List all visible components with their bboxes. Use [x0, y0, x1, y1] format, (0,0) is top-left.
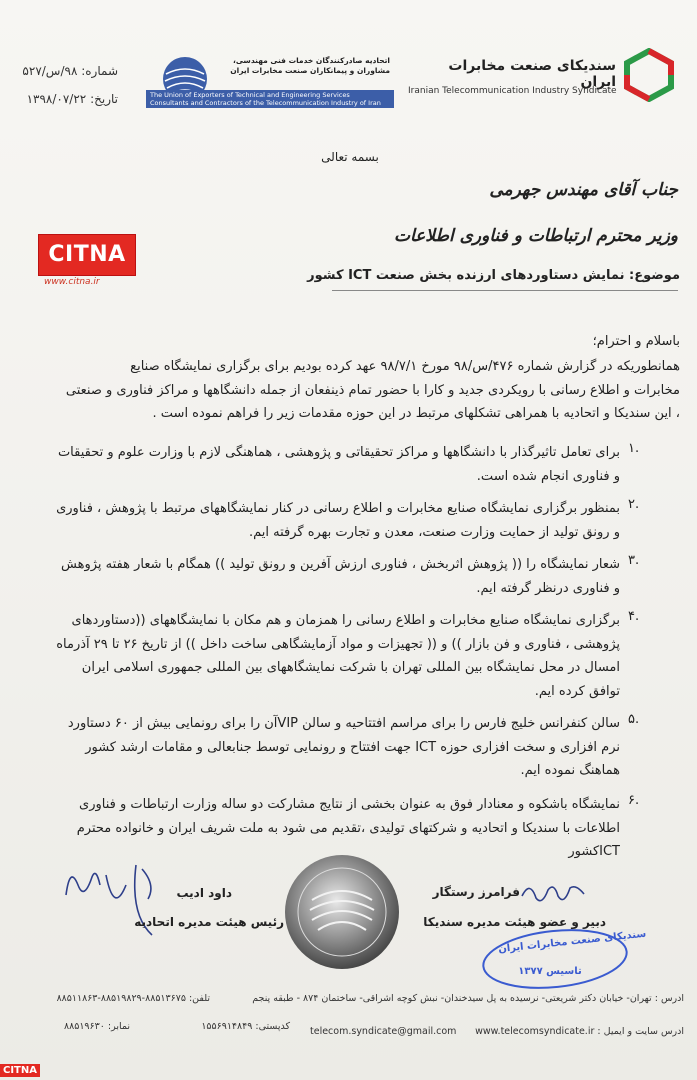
union-name-en	[146, 90, 394, 108]
footer-fax	[40, 1021, 130, 1032]
item-number: ۵.	[628, 712, 640, 727]
stamp-year: تاسیس ۱۳۷۷	[518, 966, 582, 977]
intro-line: همانطوریکه در گزارش شماره ۴۷۶/س/۹۸ مورخ ۹۸/۷/۱ عهد کرده بودیم برای برگزاری نمایشگاه صنایع	[130, 359, 680, 374]
citna-logo	[38, 234, 136, 276]
footer-postcode	[160, 1021, 290, 1032]
recipient-name: جناب آقای مهندس جهرمی	[489, 180, 678, 200]
item-number: ۳.	[628, 553, 640, 568]
list-item	[28, 712, 620, 783]
citna-url: www.citna.ir	[44, 277, 100, 287]
syndicate-logo	[408, 48, 678, 104]
ref-date-value: ۱۳۹۸/۰۷/۲۲	[26, 92, 87, 106]
union-band	[146, 90, 394, 108]
ref-date	[6, 92, 118, 106]
list-item-line: هماهنگ نموده ایم.	[520, 763, 620, 778]
item-number: ۲.	[628, 497, 640, 512]
footer-phone	[30, 993, 210, 1004]
footer-phone-value: ۸۸۵۱۳۶۷۵-۸۸۵۱۹۸۲۹-۸۸۵۱۱۸۶۳	[56, 993, 186, 1004]
item-number: ۱.	[628, 441, 640, 456]
right-signer-name: فرامرز رستگار	[432, 885, 520, 899]
list-item-line: پژوهشی ، فناوری و فن بازار )) و (( تجهیزات و مواد آزمایشگاهی ساخت داخل )) از تاریخ ۲۶ تا ۲۹ آذرماه	[56, 636, 620, 652]
list-item-line: نمایشگاه باشکوه و معنادار فوق به عنوان بخشی از نتایج مشارکت دو ساله وزارت ارتباطات و فناوری	[79, 797, 620, 812]
footer-postcode-label: کدپستی:	[255, 1021, 290, 1032]
union-name-en-line2: Consultants and Contractors of the Telecommunication Industry of Iran	[150, 99, 381, 107]
footer-address: ادرس : تهران- خیابان دکتر شریعتی- نرسیده به پل سیدخندان- نبش کوچه اشراقی- ساختمان ۸۷۴ - طبقه پنجم	[252, 993, 684, 1004]
syndicate-name-en: Iranian Telecommunication Industry Syndicate	[408, 86, 617, 96]
union-name-fa-line1: اتحادیه صادرکنندگان خدمات فنی مهندسی،	[233, 56, 390, 65]
item-number: ۶.	[628, 793, 640, 808]
left-signature	[56, 855, 186, 945]
list-item-line: و رونق تولید از حمایت وزارت صنعت، معدن و تجارت بهره گرفته ایم.	[248, 524, 620, 540]
list-item-line: اطلاعات با سندیکا و اتحادیه و شرکتهای تولیدی ،تقدیم می شود به ملت شریف ایران و خانواده محترم	[76, 820, 620, 836]
footer-fax-label: نمابر:	[107, 1021, 130, 1032]
ref-number-label: شماره:	[81, 64, 118, 78]
subject-underline	[332, 290, 678, 291]
footer-email[interactable]: telecom.syndicate@gmail.com	[310, 1026, 457, 1037]
list-item-line: سالن کنفرانس خلیج فارس را برای مراسم افتتاحیه و سالن VIPآن را برای رونمایی بیش از ۶۰ دستاورد	[67, 716, 620, 731]
list-item-line: و فناوری درنظر گرفته ایم.	[476, 580, 620, 596]
intro-line: ، این سندیکا و اتحادیه با همراهی تشکلهای مرتبط در این حوزه مقدمات زیر را فراهم نموده است .	[152, 406, 680, 421]
union-name-en-line1: The Union of Exporters of Technical and Engineering Services	[150, 91, 350, 99]
basmala: بسمه تعالی	[321, 150, 379, 164]
recipient-title: وزیر محترم ارتباطات و فناوری اطلاعات	[393, 226, 678, 246]
list-item-line: نرم افزاری و سخت افزاری حوزه ICT جهت افتتاح و رونمایی توسط جنابعالی و مقامات ارشد کشور	[85, 739, 620, 755]
syndicate-name-fa: سندیکای صنعت مخابرات ایران	[448, 58, 616, 90]
footer-site-label: ادرس سایت و ایمیل :	[597, 1026, 684, 1037]
embossed-seal	[282, 852, 402, 972]
ref-date-label: تاریخ:	[90, 92, 118, 106]
seal-globe-icon	[282, 852, 402, 972]
left-signer-title: رئیس هیئت مدیره اتحادیه	[134, 915, 284, 929]
footer-fax-value: ۸۸۵۱۹۶۳۰	[64, 1021, 105, 1032]
intro-paragraph	[28, 355, 680, 426]
union-logo	[146, 52, 394, 110]
list-item	[28, 497, 620, 544]
list-item	[28, 441, 620, 488]
subject-line: موضوع: نمایش دستاوردهای ارزنده بخش صنعت ICT کشور	[307, 268, 680, 283]
list-item-line: شعار نمایشگاه را (( پژوهش اثربخش ، فناوری ارزش آفرین و رونق تولید )) همگام با شعار هفته پژوهش	[61, 557, 620, 572]
ref-number	[6, 64, 118, 78]
list-item-line: برای تعامل تاثیرگذار با دانشگاهها و مراکز تحقیقاتی و پژوهشی ، هماهنگی لازم با وزارت علوم و تحقیقات	[57, 445, 620, 460]
footer-site-url[interactable]: www.telecomsyndicate.ir	[475, 1026, 595, 1037]
intro-line: مخابرات و اطلاع رسانی با رویکردی جدید و کارا با حضور تمام ذینفعان از جمله دانشگاهها و مراکز فناوری و صنعتی	[65, 382, 680, 398]
list-item-line: امسال در محل نمایشگاه بین المللی تهران با شرکت نمایشگاههای بین المللی جمهوری اسلامی ایران	[81, 660, 620, 675]
ref-number-value: ۹۸/س/۵۲۷	[22, 64, 78, 78]
stamp-text: سندیکای صنعت مخابرات ایران	[497, 928, 647, 956]
right-signature	[518, 876, 590, 912]
syndicate-stamp	[480, 928, 647, 990]
union-name-fa-line2: مشاوران و پیمانکاران صنعت مخابرات ایران	[230, 66, 390, 75]
list-item	[28, 609, 620, 703]
list-item-line: برگزاری نمایشگاه صنایع مخابرات و اطلاع رسانی را همزمان و هم مکان با نمایشگاههای ((دستاوردهای	[71, 613, 620, 628]
union-name-fa	[212, 56, 390, 76]
list-item-line: توافق کرده ایم.	[534, 683, 620, 699]
greeting: باسلام و احترام؛	[592, 334, 680, 349]
footer-site	[470, 1026, 684, 1037]
footer-postcode-value: ۱۵۵۶۹۱۴۸۴۹	[201, 1021, 253, 1032]
footer-phone-label: تلفن:	[188, 993, 210, 1004]
list-item	[28, 553, 620, 600]
left-signer-name: داود ادیب	[176, 886, 232, 900]
right-signer-title: دبیر و عضو هیئت مدیره سندیکا	[423, 915, 606, 929]
list-item-line: ICTکشور	[568, 844, 620, 859]
list-item-line: و فناوری انجام شده است.	[476, 468, 620, 484]
citna-corner-tag: CITNA	[0, 1064, 40, 1077]
syndicate-emblem-icon	[622, 48, 676, 102]
item-number: ۴.	[628, 609, 640, 624]
list-item-line: بمنظور برگزاری نمایشگاه صنایع مخابرات و اطلاع رسانی در کنار نمایشگاههای مرتبط با پژوهش ، فناوری	[56, 501, 620, 516]
citna-logo-text: CITNA	[48, 242, 126, 267]
